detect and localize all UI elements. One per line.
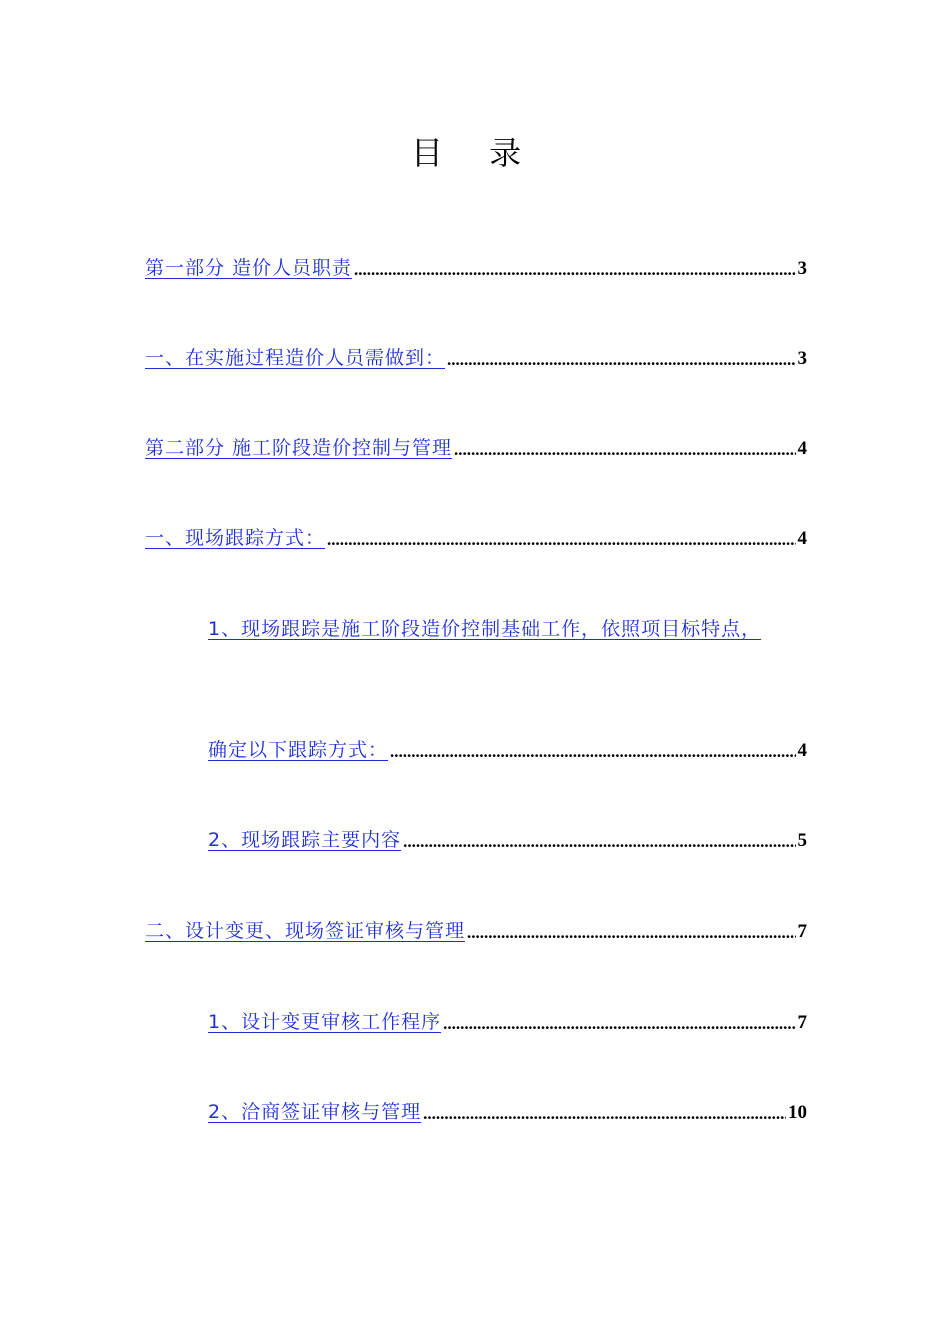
toc-page-number: 7 [797,1012,807,1033]
toc-page-number: 10 [788,1102,807,1123]
toc-entry-link[interactable]: 2、洽商签证审核与管理 [208,1101,422,1123]
toc-entry-link[interactable]: 一、现场跟踪方式： [145,527,326,549]
toc-entry[interactable] [208,822,807,852]
toc-page-number: 4 [797,438,807,459]
toc-page-number: 5 [797,830,807,851]
toc-entry[interactable] [145,340,807,370]
toc-entry[interactable] [145,250,807,280]
toc-entry[interactable] [208,1004,807,1034]
toc-leader-dots [403,832,795,852]
toc-leader-dots [443,1014,795,1034]
toc-entry-link-line2[interactable]: 确定以下跟踪方式： [208,739,389,761]
toc-entry[interactable] [145,913,807,943]
toc-entry-link[interactable]: 第二部分 施工阶段造价控制与管理 [145,437,453,459]
toc-page-number: 4 [797,528,807,549]
toc-leader-dots [447,350,795,370]
toc-leader-dots [467,923,795,943]
toc-entry-link[interactable]: 一、在实施过程造价人员需做到： [145,347,446,369]
toc-leader-dots [454,440,795,460]
toc-entry[interactable] [145,430,807,460]
toc-page-number: 3 [797,258,807,279]
toc-page-number: 4 [797,740,807,761]
toc-entry[interactable] [208,732,807,762]
toc-title: 目 录 [410,134,540,172]
toc-leader-dots [423,1104,786,1124]
toc-entry[interactable] [145,520,807,550]
toc-page-number: 7 [797,921,807,942]
toc-page-number: 3 [797,348,807,369]
toc-entry-link[interactable]: 1、设计变更审核工作程序 [208,1011,442,1033]
toc-entry-link[interactable]: 二、设计变更、现场签证审核与管理 [145,920,466,942]
toc-leader-dots [354,260,795,280]
toc-entry-link[interactable]: 第一部分 造价人员职责 [145,257,353,279]
toc-leader-dots [327,530,795,550]
toc-entry-link-line1[interactable]: 1、现场跟踪是施工阶段造价控制基础工作，依照项目标特点， [208,618,762,640]
toc-entry-link[interactable]: 2、现场跟踪主要内容 [208,829,402,851]
toc-leader-dots [390,742,795,762]
toc-entry[interactable] [208,1094,807,1124]
